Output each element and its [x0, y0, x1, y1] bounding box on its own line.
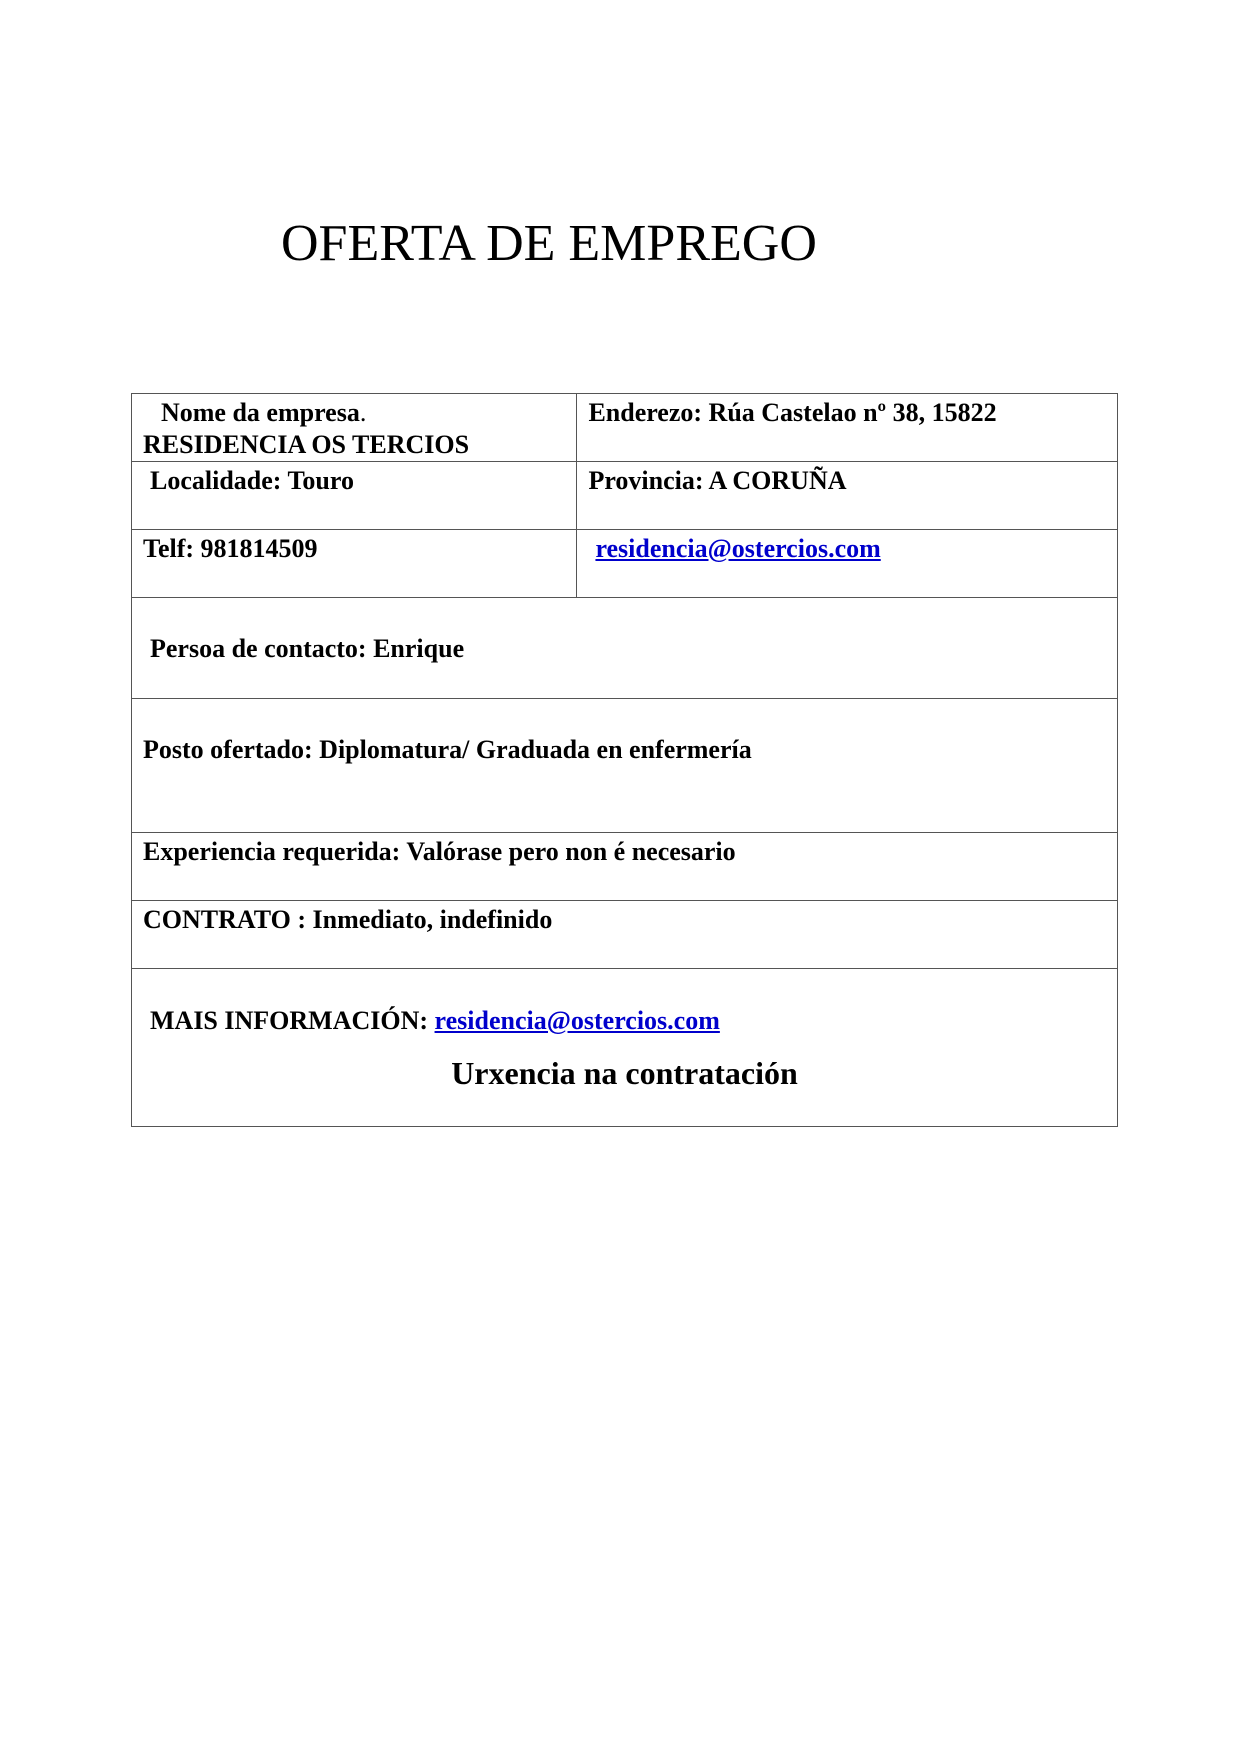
table-row: [132, 462, 1118, 530]
more-info-label: MAIS INFORMACIÓN:: [150, 1006, 435, 1035]
phone-cell: [132, 530, 577, 598]
job-offer-table: [131, 393, 1118, 1127]
address-text: Enderezo: Rúa Castelao nº 38, 15822: [588, 398, 997, 427]
table-row: [132, 530, 1118, 598]
experience-text: Experiencia requerida: Valórase pero non é necesario: [143, 837, 736, 866]
position-cell: [132, 699, 1118, 833]
province-text: Provincia: A CORUÑA: [588, 466, 847, 495]
document-title: OFERTA DE EMPREGO: [281, 215, 817, 272]
table-row: [132, 969, 1118, 1127]
urgency-note: Urxencia na contratación: [451, 1055, 798, 1091]
contact-cell: [132, 598, 1118, 699]
locality-text: Localidade: Touro: [150, 466, 354, 495]
table-row: [132, 833, 1118, 901]
table-row: [132, 901, 1118, 969]
contact-text: Persoa de contacto: Enrique: [150, 634, 465, 663]
table-row: [132, 598, 1118, 699]
position-text: Posto ofertado: Diplomatura/ Graduada en enfermería: [143, 735, 752, 764]
province-cell: [577, 462, 1118, 530]
company-email-link[interactable]: residencia@ostercios.com: [595, 534, 881, 563]
company-name-value: RESIDENCIA OS TERCIOS: [143, 430, 470, 459]
experience-cell: [132, 833, 1118, 901]
table-row: [132, 699, 1118, 833]
more-info-line: [132, 969, 1117, 1037]
company-name-label-line: [143, 397, 566, 429]
address-cell: [577, 394, 1118, 462]
table-row: [132, 394, 1118, 462]
locality-cell: [132, 462, 577, 530]
contract-text: CONTRATO : Inmediato, indefinido: [143, 905, 553, 934]
email-cell: [577, 530, 1118, 598]
contract-cell: [132, 901, 1118, 969]
more-info-email-link[interactable]: residencia@ostercios.com: [434, 1006, 720, 1035]
company-name-period: .: [359, 398, 367, 427]
company-name-cell: [132, 394, 577, 462]
company-name-label: Nome da empresa: [161, 398, 360, 427]
phone-text: Telf: 981814509: [143, 534, 318, 563]
more-info-cell: [132, 969, 1118, 1127]
